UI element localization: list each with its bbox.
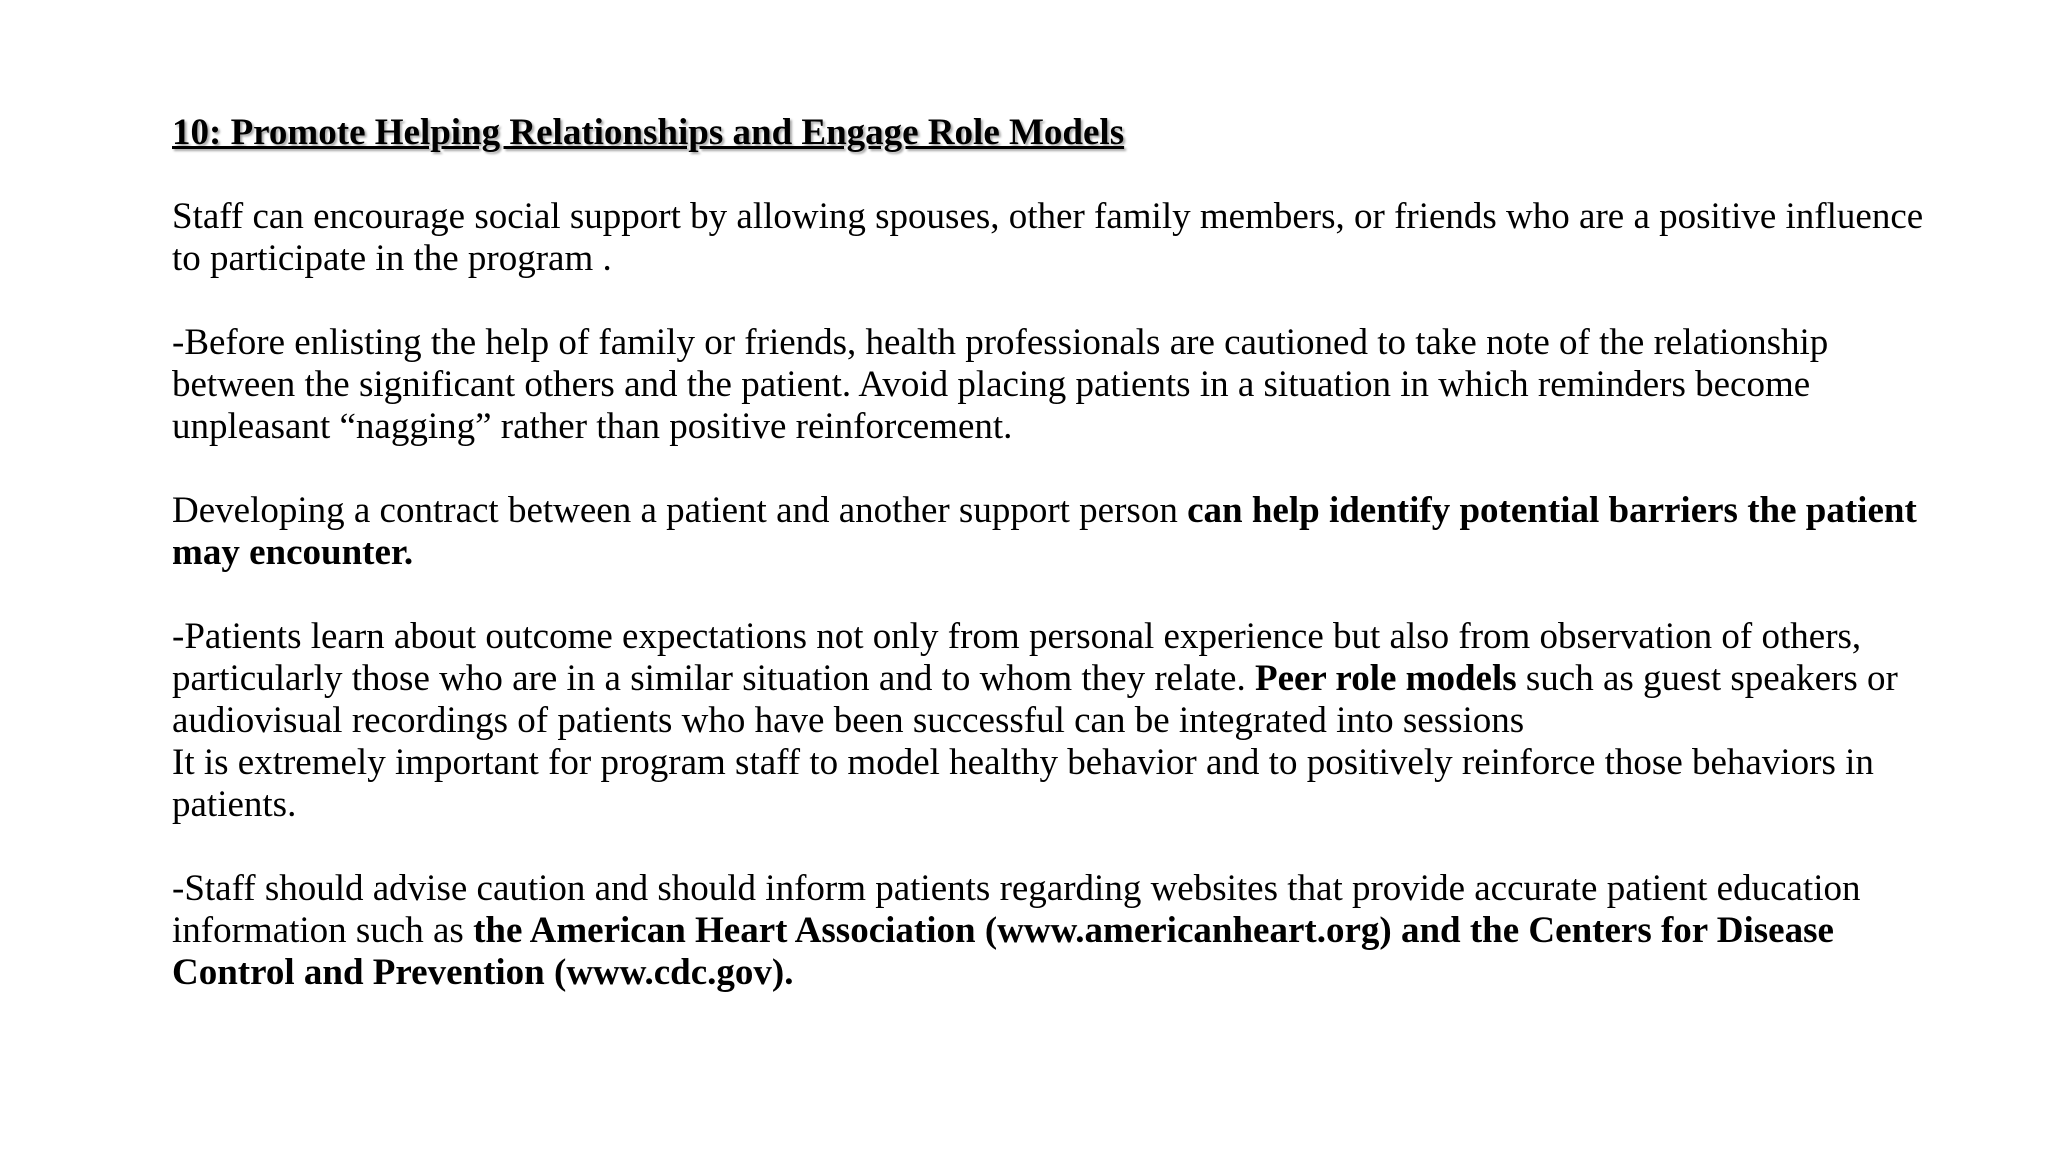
slide-title: 10: Promote Helping Relationships and Engage Role Models <box>172 112 1125 153</box>
paragraph-contract-bold: can help identify potential barriers the patient may encounter. <box>172 490 1917 573</box>
paragraph-websites <box>172 868 1932 994</box>
paragraph-peer-text-before: -Patients learn about outcome expectations not only from personal experience but also from observation of others, particularly those who are in a similar situation and to whom they relate. <box>172 616 1862 699</box>
paragraph-social-support-text: Staff can encourage social support by allowing spouses, other family members, or friends who are a positive influence to participate in the program . <box>172 196 1924 279</box>
paragraph-contract-text: Developing a contract between a patient and another support person <box>172 490 1188 531</box>
paragraph-peer-text-after: such as guest speakers or audiovisual recordings of patients who have been successful can be integrated into sessions <box>172 658 1898 741</box>
slide-body <box>172 112 1932 994</box>
paragraph-social-support <box>172 196 1932 280</box>
paragraph-websites-text: -Staff should advise caution and should inform patients regarding websites that provide accurate patient education information such as <box>172 868 1861 951</box>
paragraph-caution-family <box>172 322 1932 448</box>
paragraph-caution-family-text: -Before enlisting the help of family or friends, health professionals are cautioned to take note of the relationship between the significant others and the patient. Avoid placing patients in a situation in which reminders become unpleasant “nagging” rather than positive reinforcement. <box>172 322 1829 447</box>
paragraph-staff-model-behavior: It is extremely important for program staff to model healthy behavior and to positively reinforce those behaviors in patients. <box>172 742 1874 825</box>
paragraph-websites-bold: the American Heart Association (www.americanheart.org) and the Centers for Disease Control and Prevention (www.cdc.gov). <box>172 910 1834 993</box>
paragraph-peer-role-models <box>172 616 1932 826</box>
peer-role-models-bold: Peer role models <box>1254 658 1517 699</box>
paragraph-contract <box>172 490 1932 574</box>
